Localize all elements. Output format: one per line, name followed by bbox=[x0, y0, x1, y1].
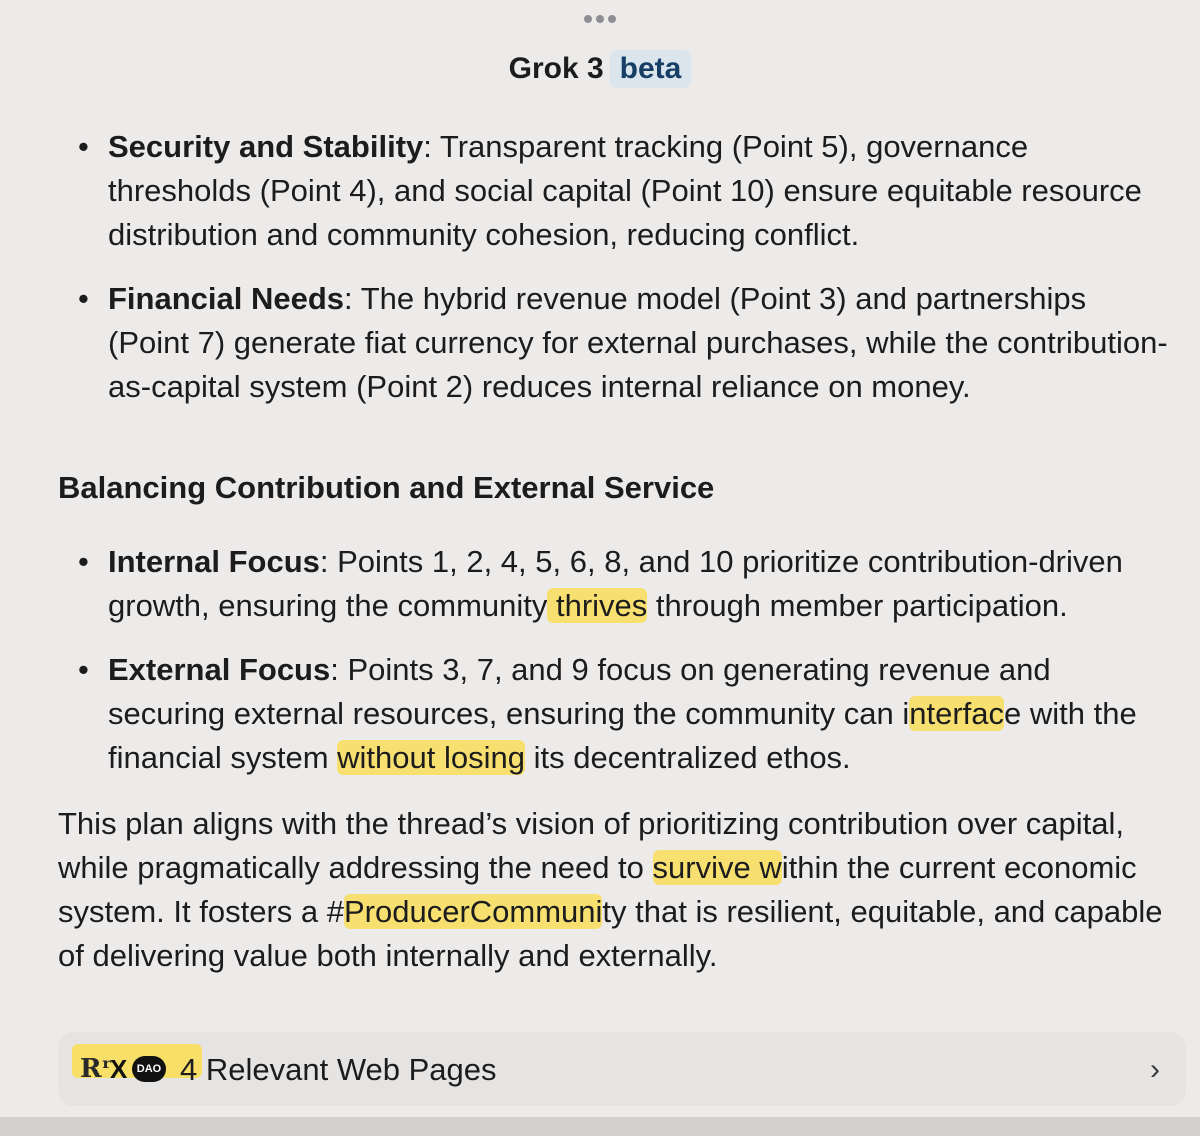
list-item-term: External Focus bbox=[108, 652, 331, 687]
list-item-text: : The hybrid revenue model (Point 3) and partnerships (Point 7) generate fiat currency for external purchases, while the contribution-as-capital system (Point 2) reduces internal reliance on money. bbox=[108, 281, 1168, 404]
list-item-text: : Transparent tracking (Point 5), governance thresholds (Point 4), and social capital (Point 10) ensure equitable resource distribution and community cohesion, reducing conflict. bbox=[108, 129, 1142, 252]
more-dots-icon[interactable] bbox=[0, 10, 1200, 28]
list-item bbox=[58, 540, 1173, 628]
highlighted-text: without losing bbox=[337, 740, 525, 775]
page-header bbox=[0, 50, 1200, 88]
dao-logo-icon: DAO bbox=[132, 1056, 166, 1082]
list-item-text: through member participation. bbox=[647, 588, 1068, 623]
highlighted-text: thrives bbox=[547, 588, 648, 623]
list-item-term: Security and Stability bbox=[108, 129, 424, 164]
relevant-web-pages-button[interactable] bbox=[58, 1032, 1186, 1106]
list-item bbox=[58, 648, 1173, 780]
paragraph-text: This plan aligns with the thread’s vision of prioritizing contribution over capital, while pragmatically addressing the need to bbox=[58, 806, 1125, 885]
focus-list bbox=[58, 540, 1173, 780]
summary-paragraph bbox=[58, 802, 1173, 978]
source-r-icon: Rʳ bbox=[80, 1054, 113, 1084]
list-item bbox=[58, 125, 1173, 257]
beta-badge: beta bbox=[610, 50, 692, 88]
model-title: Grok 3 bbox=[508, 52, 604, 85]
list-item-term: Internal Focus bbox=[108, 544, 320, 579]
highlighted-text: survive w bbox=[652, 850, 782, 885]
paragraph-text: ithin the current economic system. It fosters a # bbox=[58, 850, 1137, 929]
highlighted-text: nterfac bbox=[909, 696, 1004, 731]
list-item-text: its decentralized ethos. bbox=[524, 740, 851, 775]
benefits-list bbox=[58, 125, 1173, 409]
section-heading: Balancing Contribution and External Service bbox=[58, 470, 715, 505]
response-content bbox=[58, 125, 1173, 978]
bottom-bar bbox=[0, 1117, 1200, 1136]
list-item-text: : Points 3, 7, and 9 focus on generating revenue and securing external resources, ensuring the community can i bbox=[108, 652, 1051, 731]
web-pages-label: 4 Relevant Web Pages bbox=[180, 1052, 497, 1087]
list-item bbox=[58, 277, 1173, 409]
chevron-right-icon: › bbox=[1150, 1053, 1160, 1086]
highlighted-text: ProducerCommuni bbox=[343, 894, 603, 929]
x-logo-icon: X bbox=[110, 1054, 128, 1084]
list-item-text: : Points 1, 2, 4, 5, 6, 8, and 10 prioritize contribution-driven growth, ensuring the community bbox=[108, 544, 1123, 623]
list-item-text: e with the financial system bbox=[108, 696, 1137, 775]
list-item-term: Financial Needs bbox=[108, 281, 345, 316]
paragraph-text: ty that is resilient, equitable, and capable of delivering value both internally and externally. bbox=[58, 894, 1163, 973]
